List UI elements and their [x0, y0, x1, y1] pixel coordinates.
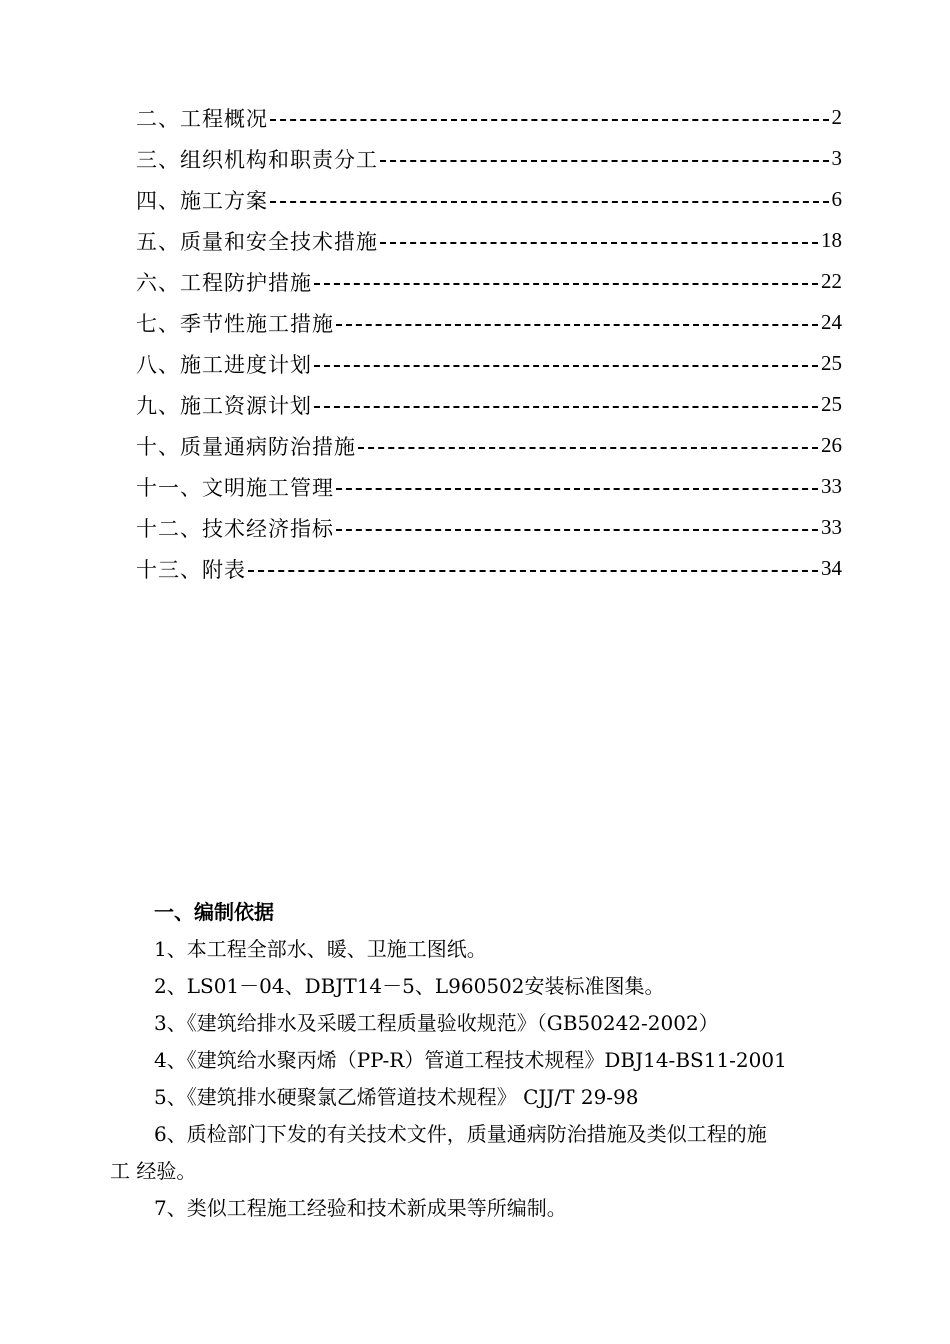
- toc-entry-label: 四、施工方案: [136, 188, 268, 213]
- toc-entry: [136, 507, 842, 548]
- toc-entry-label: 十、质量通病防治措施: [136, 434, 356, 459]
- toc-entry: [136, 220, 842, 261]
- toc-leader-line: [314, 283, 818, 285]
- toc-leader-line: [336, 324, 818, 326]
- basis-item: 1、本工程全部水、暖、卫施工图纸。: [154, 937, 487, 961]
- basis-item: 6、质检部门下发的有关技术文件，质量通病防治措施及类似工程的施: [154, 1122, 767, 1146]
- toc-entry-page: 3: [831, 146, 842, 170]
- basis-item: 7、类似工程施工经验和技术新成果等所编制。: [154, 1196, 567, 1220]
- toc-entry-page: 22: [821, 269, 842, 293]
- toc-leader-line: [270, 119, 829, 121]
- toc-entry: [136, 302, 842, 343]
- toc-leader-line: [314, 406, 818, 408]
- toc-entry: [136, 384, 842, 425]
- toc-entry: [136, 466, 842, 507]
- toc-entry-page: 34: [821, 556, 842, 580]
- toc-entry-label: 五、质量和安全技术措施: [136, 229, 378, 254]
- toc-leader-line: [248, 570, 818, 572]
- table-of-contents: [136, 97, 842, 589]
- toc-entry-label: 八、施工进度计划: [136, 352, 312, 377]
- toc-leader-line: [336, 529, 818, 531]
- toc-entry-page: 33: [821, 474, 842, 498]
- toc-entry: [136, 97, 842, 138]
- section-heading: 一、编制依据: [154, 900, 274, 924]
- toc-entry-label: 九、施工资源计划: [136, 393, 312, 418]
- toc-leader-line: [380, 242, 818, 244]
- basis-item: 3、《建筑给排水及采暖工程质量验收规范》（GB50242-2002）: [154, 1011, 719, 1035]
- toc-entry-page: 25: [821, 351, 842, 375]
- toc-entry-page: 18: [821, 228, 842, 252]
- toc-leader-line: [314, 365, 818, 367]
- toc-entry-page: 26: [821, 433, 842, 457]
- basis-item: 2、LS01－04、DBJT14－5、L960502安装标准图集。: [154, 974, 665, 998]
- toc-entry: [136, 138, 842, 179]
- toc-entry: [136, 179, 842, 220]
- toc-entry: [136, 548, 842, 589]
- toc-entry-label: 十二、技术经济指标: [136, 516, 334, 541]
- basis-item: 5、《建筑排水硬聚氯乙烯管道技术规程》 CJJ/T 29-98: [154, 1085, 639, 1109]
- toc-entry: [136, 343, 842, 384]
- toc-entry-label: 十三、附表: [136, 557, 246, 582]
- toc-entry-label: 十一、文明施工管理: [136, 475, 334, 500]
- toc-leader-line: [336, 488, 818, 490]
- toc-entry-page: 25: [821, 392, 842, 416]
- compilation-basis-section: [110, 893, 870, 1227]
- toc-entry: [136, 261, 842, 302]
- toc-entry: [136, 425, 842, 466]
- toc-entry-label: 三、组织机构和职责分工: [136, 147, 378, 172]
- toc-entry-page: 2: [831, 105, 842, 129]
- toc-entry-label: 六、工程防护措施: [136, 270, 312, 295]
- toc-entry-label: 七、季节性施工措施: [136, 311, 334, 336]
- basis-item-continuation: 工 经验。: [110, 1159, 197, 1183]
- toc-leader-line: [270, 201, 829, 203]
- toc-leader-line: [358, 447, 818, 449]
- toc-entry-label: 二、工程概况: [136, 106, 268, 131]
- basis-item: 4、《建筑给水聚丙烯（PP-R）管道工程技术规程》DBJ14-BS11-2001: [154, 1048, 787, 1072]
- toc-entry-page: 6: [831, 187, 842, 211]
- toc-leader-line: [380, 160, 829, 162]
- toc-entry-page: 33: [821, 515, 842, 539]
- toc-entry-page: 24: [821, 310, 842, 334]
